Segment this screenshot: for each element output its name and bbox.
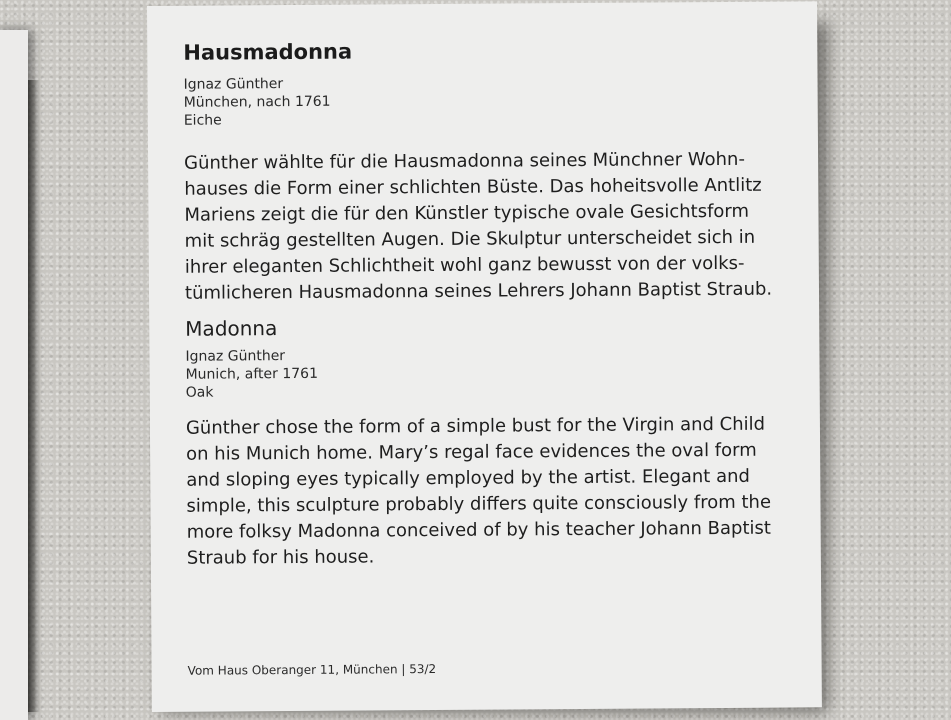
german-material: Eiche [183,112,222,129]
german-artist: Ignaz Günther [183,76,284,93]
english-text-line: Straub for his house. [186,546,375,569]
provenance-footer: Vom Haus Oberanger 11, München | 53/2 [187,661,437,678]
german-place-date: München, nach 1761 [183,93,331,111]
german-meta [183,75,330,130]
german-description [184,147,772,307]
english-text-line: and sloping eyes typically employed by the artist. Elegant and [186,465,750,491]
english-text-line: more folksy Madonna conceived of by his teacher Johann Baptist [186,517,771,543]
english-description [186,412,772,572]
german-text-line: Mariens zeigt die für den Künstler typische ovale Gesichtsform [184,200,750,226]
german-text-line: hauses die Form einer schlichten Büste. Das hoheitsvolle Antlitz [184,174,762,200]
english-title: Madonna [185,316,278,341]
german-text-line: Günther wählte für die Hausmadonna seines Münchner Wohn- [184,148,745,174]
museum-label-card [147,1,822,712]
english-text-line: Günther chose the form of a simple bust for the Virgin and Child [185,413,766,439]
english-place-date: Munich, after 1761 [185,365,319,383]
german-text-line: tümlicheren Hausmadonna seines Lehrers Johann Baptist Straub. [184,278,773,304]
english-meta [185,347,318,402]
english-material: Oak [185,384,214,401]
english-text-line: on his Munich home. Mary’s regal face evidences the oval form [186,439,757,465]
adjacent-label-card [0,30,28,720]
german-title: Hausmadonna [183,39,353,65]
german-text-line: ihrer eleganten Schlichtheit wohl ganz bewusst von der volks- [184,252,745,278]
english-text-line: simple, this sculpture probably differs quite consciously from the [186,491,772,517]
german-text-line: mit schräg gestellten Augen. Die Skulptur unterscheidet sich in [184,226,756,252]
english-artist: Ignaz Günther [185,348,286,365]
